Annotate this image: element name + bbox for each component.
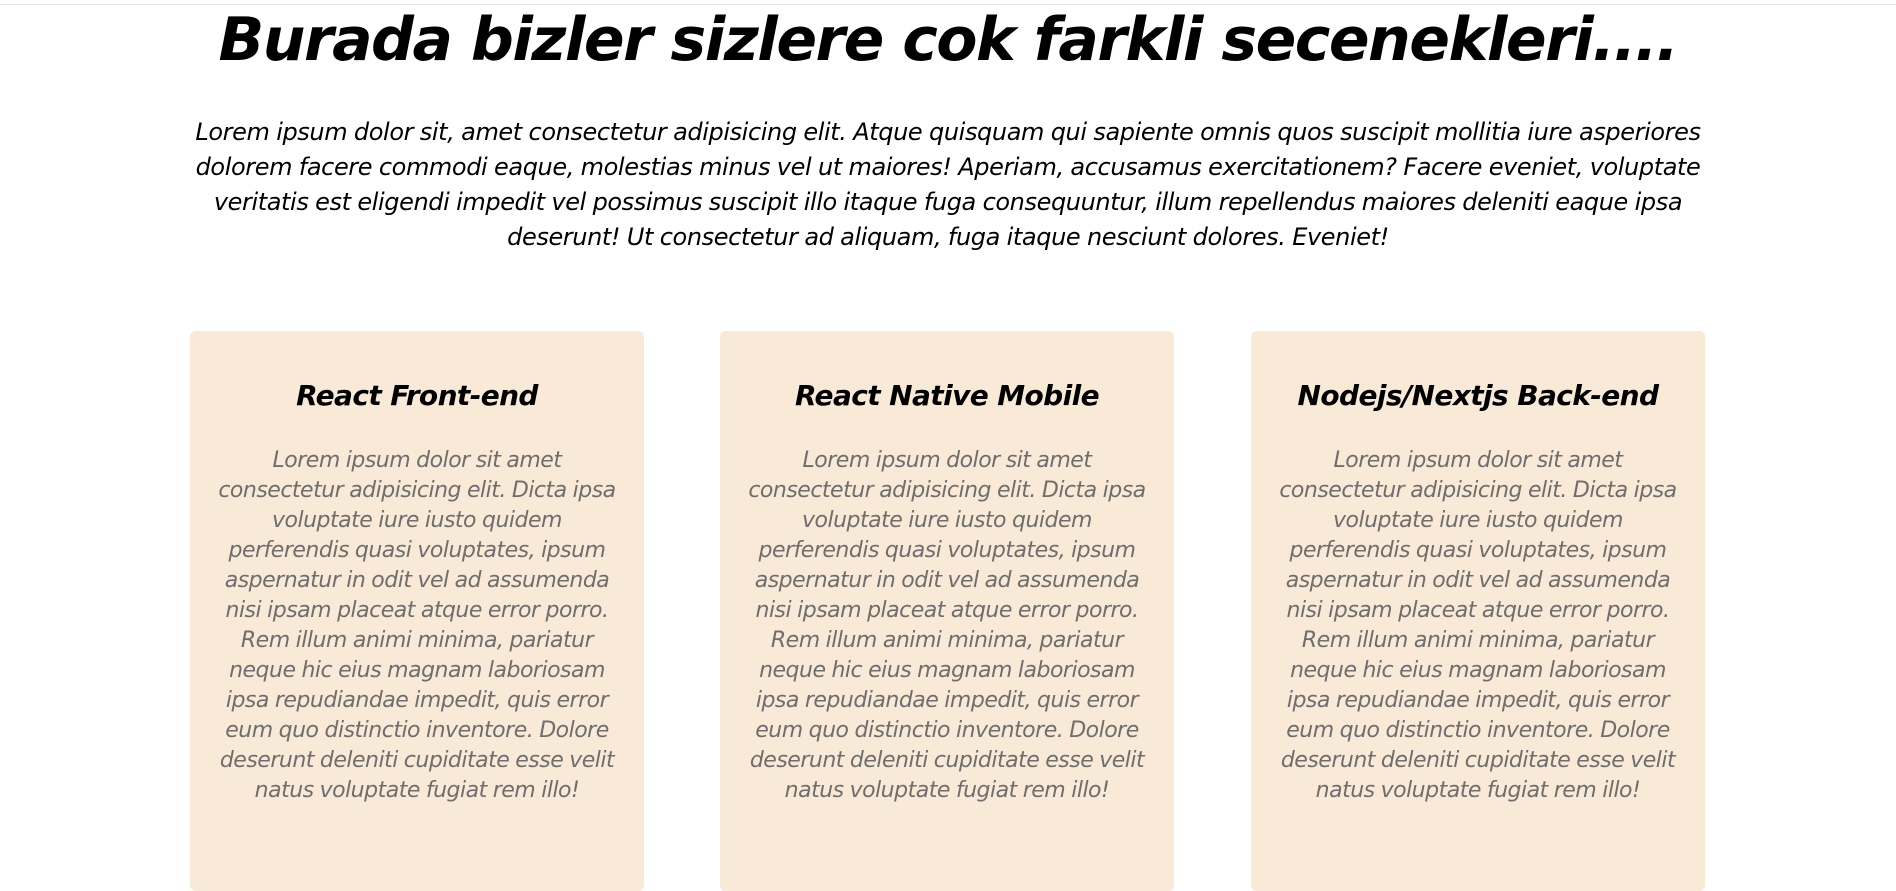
card-description: Lorem ipsum dolor sit amet consectetur adipisicing elit. Dicta ipsa voluptate iure iusto quidem perferendis quasi voluptates, ipsum aspernatur in odit vel ad assumenda nisi ipsam placeat atque error porro. Rem illum animi minima, pariatur neque hic eius magnam laboriosam ipsa repudiandae impedit, quis error eum quo distinctio inventore. Dolore deserunt deleniti cupiditate esse velit natus voluptate fugiat rem illo! xyxy=(1279,448,1677,803)
card-description: Lorem ipsum dolor sit amet consectetur adipisicing elit. Dicta ipsa voluptate iure iusto quidem perferendis quasi voluptates, ipsum aspernatur in odit vel ad assumenda nisi ipsam placeat atque error porro. Rem illum animi minima, pariatur neque hic eius magnam laboriosam ipsa repudiandae impedit, quis error eum quo distinctio inventore. Dolore deserunt deleniti cupiditate esse velit natus voluptate fugiat rem illo! xyxy=(218,448,616,803)
service-card-react-frontend xyxy=(190,331,644,891)
page-title: Burada bizler sizlere cok farkli secenekleri.... xyxy=(218,5,1678,75)
service-card-react-native-mobile xyxy=(720,331,1174,891)
card-title: React Native Mobile xyxy=(794,379,1099,412)
card-description: Lorem ipsum dolor sit amet consectetur adipisicing elit. Dicta ipsa voluptate iure iusto quidem perferendis quasi voluptates, ipsum aspernatur in odit vel ad assumenda nisi ipsam placeat atque error porro. Rem illum animi minima, pariatur neque hic eius magnam laboriosam ipsa repudiandae impedit, quis error eum quo distinctio inventore. Dolore deserunt deleniti cupiditate esse velit natus voluptate fugiat rem illo! xyxy=(748,448,1146,803)
service-card-node-backend xyxy=(1251,331,1705,891)
card-title: Nodejs/Nextjs Back-end xyxy=(1297,379,1659,412)
card-title: React Front-end xyxy=(296,379,538,412)
intro-paragraph: Lorem ipsum dolor sit, amet consectetur adipisicing elit. Atque quisquam qui sapiente omnis quos suscipit mollitia iure asperiores dolorem facere commodi eaque, molestias minus vel ut maiores! Aperiam, accusamus exercitationem? Facere eveniet, voluptate veritatis est eligendi impedit vel possimus suscipit illo itaque fuga consequuntur, illum repellendus maiores deleniti eaque ipsa deserunt! Ut consectetur ad aliquam, fuga itaque nesciunt dolores. Eveniet! xyxy=(195,118,1701,251)
